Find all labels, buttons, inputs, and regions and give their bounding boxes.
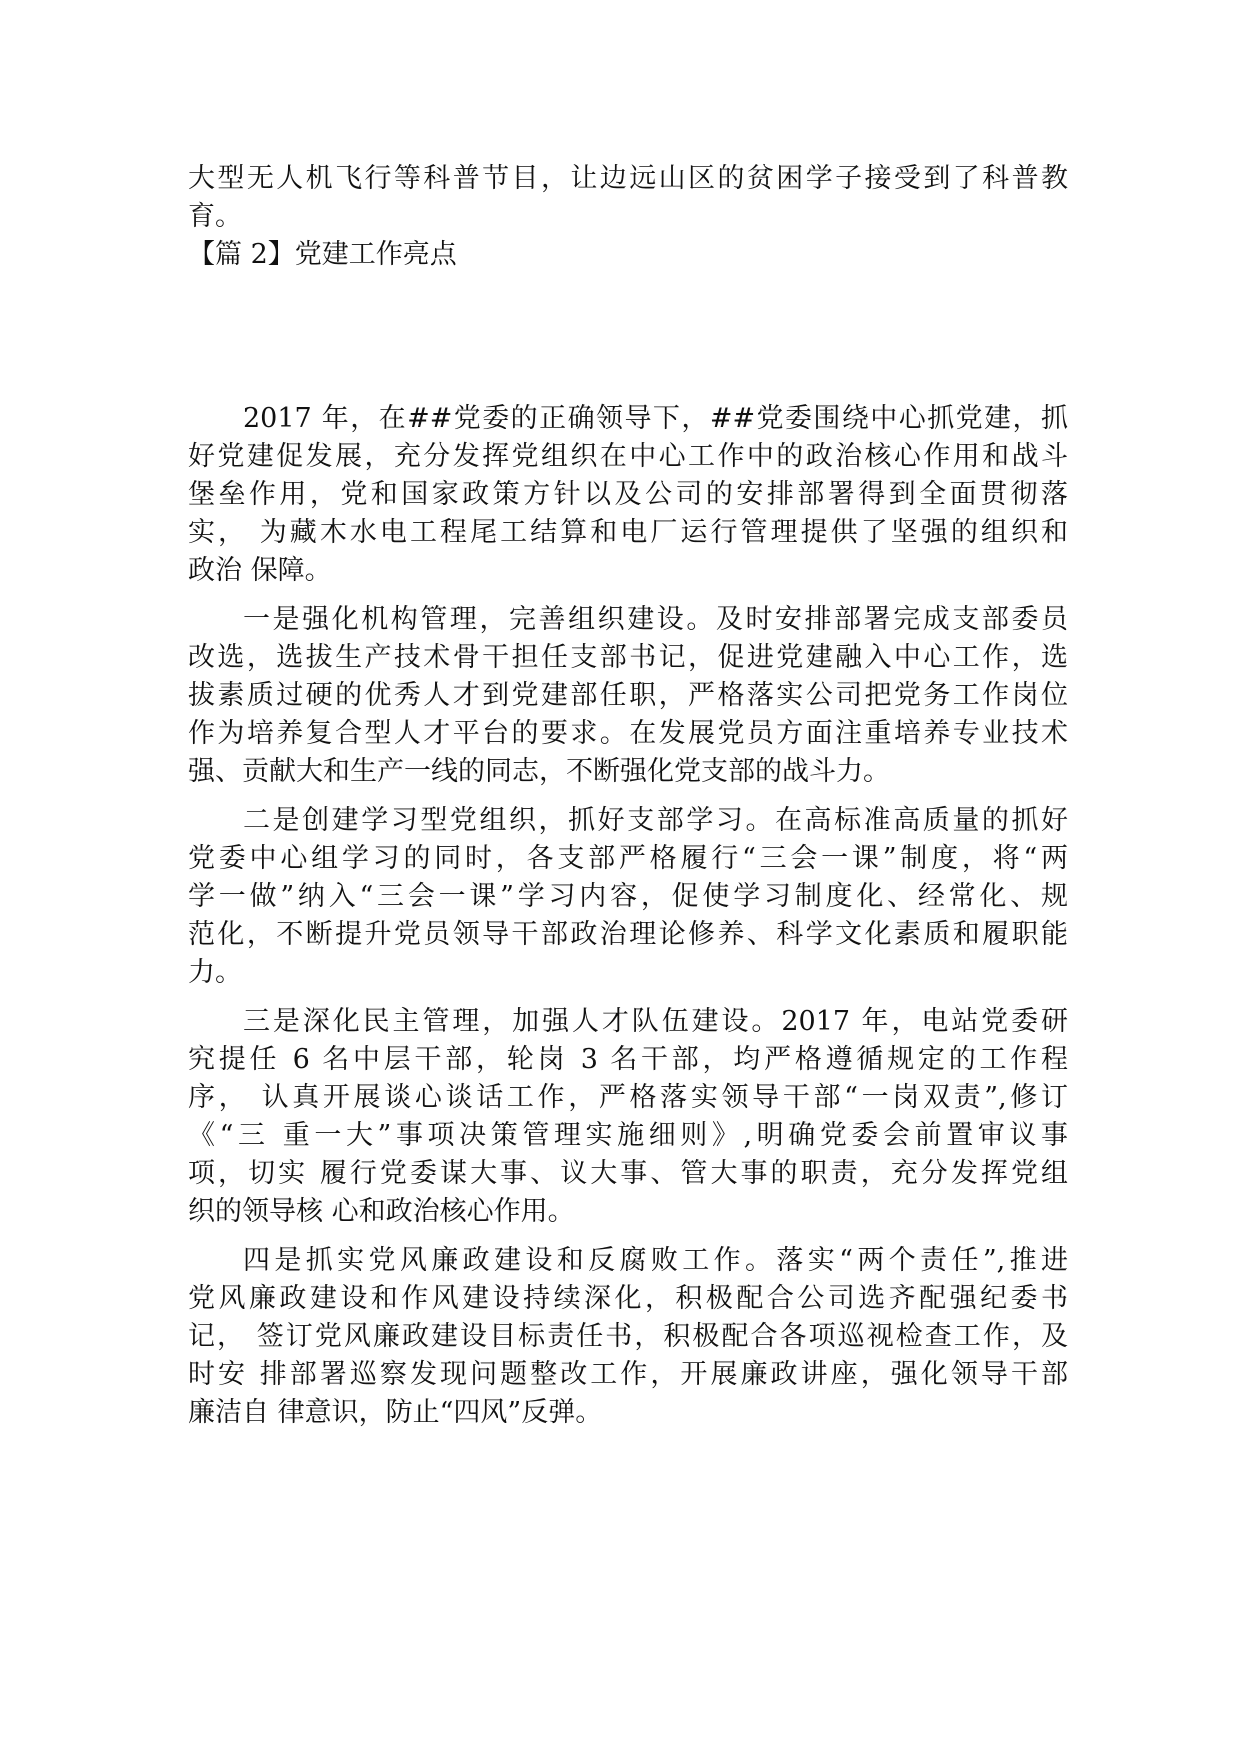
paragraph-line: 四是抓实党风廉政建设和反腐败工作。落实“两个责任”,推进	[243, 1245, 1068, 1276]
paragraph-line: 三是深化民主管理，加强人才队伍建设。2017 年，电站党委研	[243, 1006, 1068, 1037]
document-body	[188, 160, 1068, 1432]
paragraph-line: 项，切实 履行党委谋大事、议大事、管大事的职责，充分发挥党组	[188, 1158, 1068, 1189]
paragraph-line: 改选，选拔生产技术骨干担任支部书记，促进党建融入中心工作，选	[188, 642, 1068, 673]
paragraph-line: 序， 认真开展谈心谈话工作，严格落实领导干部“一岗双责”,修订	[188, 1082, 1068, 1113]
paragraph-line: 织的领导核 心和政治核心作用。	[188, 1196, 575, 1227]
paragraph-line: 《“三 重一大”事项决策管理实施细则》,明确党委会前置审议事	[188, 1120, 1068, 1151]
paragraph	[188, 802, 1068, 992]
paragraph	[188, 400, 1068, 590]
intro-line: 育。	[188, 201, 242, 232]
paragraph-line: 堡垒作用，党和国家政策方针以及公司的安排部署得到全面贯彻落	[188, 479, 1068, 510]
paragraph-line: 二是创建学习型党组织，抓好支部学习。在高标准高质量的抓好	[243, 805, 1068, 836]
paragraph-line: 政治 保障。	[188, 555, 332, 586]
paragraph-line: 范化，不断提升党员领导干部政治理论修养、科学文化素质和履职能	[188, 919, 1068, 950]
spacer	[188, 992, 1068, 1003]
spacer	[188, 1231, 1068, 1242]
paragraph-line: 廉洁自 律意识，防止“四风”反弹。	[188, 1397, 603, 1428]
paragraph-line: 作为培养复合型人才平台的要求。在发展党员方面注重培养专业技术	[188, 718, 1068, 749]
paragraph-line: 强、贡献大和生产一线的同志，不断强化党支部的战斗力。	[188, 756, 890, 787]
spacer	[188, 274, 1068, 400]
paragraph-line: 力。	[188, 957, 242, 988]
paragraph-line: 究提任 6 名中层干部，轮岗 3 名干部，均严格遵循规定的工作程	[188, 1044, 1068, 1075]
paragraph-line: 2017 年，在##党委的正确领导下，##党委围绕中心抓党建，抓	[243, 403, 1068, 434]
paragraph-line: 党委中心组学习的同时，各支部严格履行“三会一课”制度，将“两	[188, 843, 1068, 874]
spacer	[188, 590, 1068, 601]
paragraph	[188, 601, 1068, 791]
intro-line: 大型无人机飞行等科普节目，让边远山区的贫困学子接受到了科普教	[188, 163, 1068, 194]
paragraph-line: 实， 为藏木水电工程尾工结算和电厂运行管理提供了坚强的组织和	[188, 517, 1068, 548]
section-title: 【篇 2】党建工作亮点	[188, 239, 457, 270]
paragraph-line: 党风廉政建设和作风建设持续深化，积极配合公司选齐配强纪委书	[188, 1283, 1068, 1314]
paragraph-line: 时安 排部署巡察发现问题整改工作，开展廉政讲座，强化领导干部	[188, 1359, 1068, 1390]
paragraph-line: 记， 签订党风廉政建设目标责任书，积极配合各项巡视检查工作，及	[188, 1321, 1068, 1352]
paragraph-line: 学一做”纳入“三会一课”学习内容，促使学习制度化、经常化、规	[188, 881, 1068, 912]
paragraph-line: 一是强化机构管理，完善组织建设。及时安排部署完成支部委员	[243, 604, 1068, 635]
spacer	[188, 791, 1068, 802]
paragraph	[188, 1003, 1068, 1231]
paragraph	[188, 1242, 1068, 1432]
paragraph-line: 好党建促发展，充分发挥党组织在中心工作中的政治核心作用和战斗	[188, 441, 1068, 472]
paragraph-line: 拔素质过硬的优秀人才到党建部任职，严格落实公司把党务工作岗位	[188, 680, 1068, 711]
